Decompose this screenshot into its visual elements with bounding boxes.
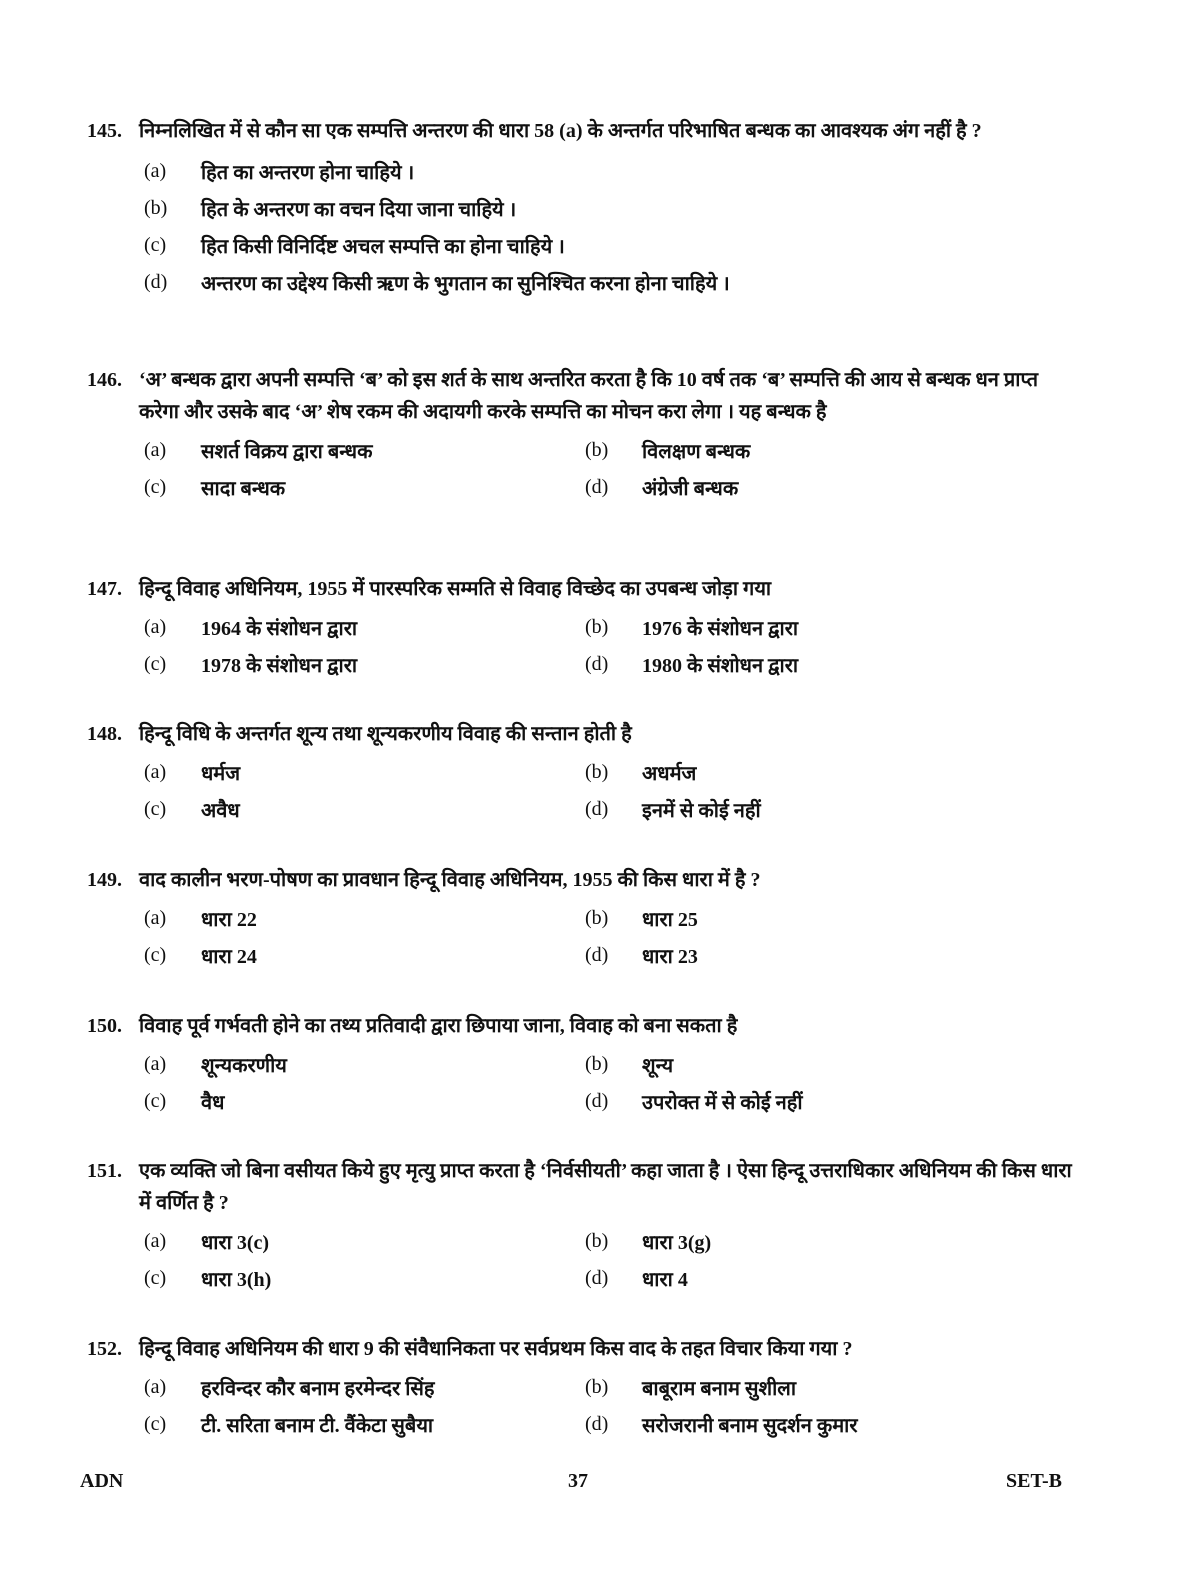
option-d <box>144 264 1072 301</box>
exam-code: ADN <box>80 1470 124 1492</box>
option-text: धारा 22 <box>201 908 257 931</box>
option-text: 1978 के संशोधन द्वारा <box>201 654 358 677</box>
option-b <box>585 434 1072 466</box>
option-text: हित का अन्तरण होना चाहिये । <box>201 162 415 184</box>
option-text: सादा बन्धक <box>201 477 286 500</box>
option-a <box>144 1048 585 1080</box>
question-149 <box>87 864 1072 971</box>
option-d <box>585 648 1072 680</box>
option-text: वैध <box>201 1091 225 1114</box>
option-b <box>585 1371 1072 1403</box>
question-150 <box>87 1010 1072 1117</box>
option-label: (a) <box>144 160 167 182</box>
option-label: (a) <box>144 438 167 461</box>
option-d <box>585 471 1072 503</box>
option-label: (d) <box>585 652 609 675</box>
option-label: (d) <box>585 797 609 820</box>
question-text: विवाह पूर्व गर्भवती होने का तथ्य प्रतिवादी द्वारा छिपाया जाना, विवाह को बना सकता है <box>139 1015 738 1037</box>
option-a <box>144 902 585 934</box>
question-152 <box>87 1333 1072 1440</box>
option-label: (b) <box>585 1375 609 1398</box>
option-text: 1976 के संशोधन द्वारा <box>642 617 799 640</box>
option-d <box>585 1408 1072 1440</box>
option-label: (b) <box>585 1229 609 1252</box>
question-stem <box>87 115 1072 147</box>
option-a <box>144 756 585 788</box>
set-label: SET-B <box>1006 1470 1062 1492</box>
question-text: एक व्यक्ति जो बिना वसीयत किये हुए मृत्यु प्राप्त करता है ‘निर्वसीयती’ कहा जाता है । ऐसा हिन्दू उत्तराधिकार अधिनियम की किस धारा में वर्णित है ? <box>139 1160 1072 1214</box>
option-a <box>144 1371 585 1403</box>
question-stem <box>87 1010 1072 1042</box>
question-number: 151. <box>87 1160 122 1182</box>
question-number: 148. <box>87 723 122 745</box>
option-text: सशर्त विक्रय द्वारा बन्धक <box>201 440 373 463</box>
option-d <box>585 793 1072 825</box>
option-text: 1980 के संशोधन द्वारा <box>642 654 799 677</box>
question-147 <box>87 573 1072 680</box>
option-label: (b) <box>585 438 609 461</box>
option-text: धारा 3(c) <box>201 1231 270 1254</box>
question-stem <box>87 364 1072 428</box>
question-text: हिन्दू विवाह अधिनियम, 1955 में पारस्परिक सम्मति से विवाह विच्छेद का उपबन्ध जोड़ा गया <box>139 578 772 600</box>
option-label: (c) <box>144 652 167 675</box>
option-c <box>144 1262 585 1294</box>
options-grid <box>144 1371 1072 1440</box>
option-text: धारा 3(g) <box>642 1231 712 1254</box>
option-text: बाबूराम बनाम सुशीला <box>642 1377 797 1400</box>
option-label: (c) <box>144 234 167 256</box>
question-stem <box>87 718 1072 750</box>
question-number: 150. <box>87 1015 122 1037</box>
question-text: वाद कालीन भरण-पोषण का प्रावधान हिन्दू विवाह अधिनियम, 1955 की किस धारा में है ? <box>139 869 761 891</box>
question-text: हिन्दू विवाह अधिनियम की धारा 9 की संवैधानिकता पर सर्वप्रथम किस वाद के तहत विचार किया गया ? <box>139 1338 853 1360</box>
option-label: (c) <box>144 1412 167 1435</box>
option-label: (b) <box>585 1052 609 1075</box>
option-text: विलक्षण बन्धक <box>642 440 751 463</box>
option-d <box>585 1085 1072 1117</box>
option-label: (d) <box>144 271 168 293</box>
question-number: 152. <box>87 1338 122 1360</box>
option-label: (c) <box>144 943 167 966</box>
option-b <box>144 190 1072 227</box>
option-text: शून्य <box>642 1054 674 1077</box>
option-label: (c) <box>144 797 167 820</box>
options-grid <box>144 611 1072 680</box>
question-number: 147. <box>87 578 122 600</box>
option-text: अन्तरण का उद्देश्य किसी ऋण के भुगतान का सुनिश्चित करना होना चाहिये । <box>201 273 730 295</box>
option-label: (b) <box>585 615 609 638</box>
question-number: 146. <box>87 369 122 391</box>
options-grid <box>144 434 1072 503</box>
page-number: 37 <box>568 1470 588 1492</box>
option-label: (a) <box>144 1229 167 1252</box>
option-b <box>585 902 1072 934</box>
option-text: हित के अन्तरण का वचन दिया जाना चाहिये । <box>201 199 517 221</box>
option-c <box>144 471 585 503</box>
option-text: धारा 24 <box>201 945 257 968</box>
question-text: ‘अ’ बन्धक द्वारा अपनी सम्पत्ति ‘ब’ को इस शर्त के साथ अन्तरित करता है कि 10 वर्ष तक ‘ब’ सम्पत्ति की आय से बन्धक धन प्राप्त करेगा और उसके बाद ‘अ’ शेष रकम की अदायगी करके सम्पत्ति का मोचन करा लेगा । यह बन्धक है <box>139 369 1039 423</box>
option-text: धारा 4 <box>642 1268 688 1291</box>
option-text: हित किसी विनिर्दिष्ट अचल सम्पत्ति का होना चाहिये । <box>201 236 565 258</box>
option-a <box>144 153 1072 190</box>
option-text: सरोजरानी बनाम सुदर्शन कुमार <box>642 1414 858 1437</box>
question-stem <box>87 1333 1072 1365</box>
option-label: (a) <box>144 615 167 638</box>
options-grid <box>144 902 1072 971</box>
option-label: (a) <box>144 760 167 783</box>
options-grid <box>144 1225 1072 1294</box>
option-text: उपरोक्त में से कोई नहीं <box>642 1091 803 1114</box>
option-c <box>144 793 585 825</box>
option-a <box>144 1225 585 1257</box>
option-c <box>144 939 585 971</box>
question-145 <box>87 115 1072 301</box>
option-label: (a) <box>144 906 167 929</box>
option-text: हरविन्दर कौर बनाम हरमेन्दर सिंह <box>201 1377 435 1400</box>
option-b <box>585 611 1072 643</box>
option-b <box>585 1048 1072 1080</box>
option-label: (d) <box>585 1089 609 1112</box>
option-label: (a) <box>144 1375 167 1398</box>
option-text: धारा 3(h) <box>201 1268 272 1291</box>
question-148 <box>87 718 1072 825</box>
option-label: (b) <box>144 197 168 219</box>
option-text: अवैध <box>201 799 240 822</box>
option-text: धारा 25 <box>642 908 698 931</box>
option-label: (c) <box>144 1266 167 1289</box>
option-text: अधर्मज <box>642 762 697 785</box>
question-stem <box>87 1155 1072 1219</box>
option-b <box>585 756 1072 788</box>
option-text: अंग्रेजी बन्धक <box>642 477 739 500</box>
option-text: इनमें से कोई नहीं <box>642 799 761 822</box>
option-label: (d) <box>585 1412 609 1435</box>
option-label: (c) <box>144 475 167 498</box>
question-151 <box>87 1155 1072 1294</box>
option-c <box>144 1408 585 1440</box>
options-list <box>144 153 1072 301</box>
question-text: हिन्दू विधि के अन्तर्गत शून्य तथा शून्यकरणीय विवाह की सन्तान होती है <box>139 723 632 745</box>
option-b <box>585 1225 1072 1257</box>
options-grid <box>144 1048 1072 1117</box>
question-stem <box>87 573 1072 605</box>
option-text: शून्यकरणीय <box>201 1054 287 1077</box>
options-grid <box>144 756 1072 825</box>
option-label: (b) <box>585 906 609 929</box>
option-a <box>144 611 585 643</box>
option-label: (c) <box>144 1089 167 1112</box>
question-number: 145. <box>87 120 122 142</box>
question-text: निम्नलिखित में से कौन सा एक सम्पत्ति अन्तरण की धारा 58 (a) के अन्तर्गत परिभाषित बन्धक का आवश्यक अंग नहीं है ? <box>139 120 982 142</box>
option-d <box>585 939 1072 971</box>
option-text: टी. सरिता बनाम टी. वैंकेटा सुबैया <box>201 1414 434 1437</box>
option-d <box>585 1262 1072 1294</box>
option-label: (a) <box>144 1052 167 1075</box>
option-c <box>144 1085 585 1117</box>
option-c <box>144 227 1072 264</box>
option-text: 1964 के संशोधन द्वारा <box>201 617 358 640</box>
option-label: (d) <box>585 475 609 498</box>
option-text: धर्मज <box>201 762 241 785</box>
question-number: 149. <box>87 869 122 891</box>
option-c <box>144 648 585 680</box>
option-label: (b) <box>585 760 609 783</box>
page-footer <box>0 1470 1182 1500</box>
option-text: धारा 23 <box>642 945 698 968</box>
option-label: (d) <box>585 1266 609 1289</box>
question-146 <box>87 364 1072 503</box>
option-label: (d) <box>585 943 609 966</box>
option-a <box>144 434 585 466</box>
question-stem <box>87 864 1072 896</box>
